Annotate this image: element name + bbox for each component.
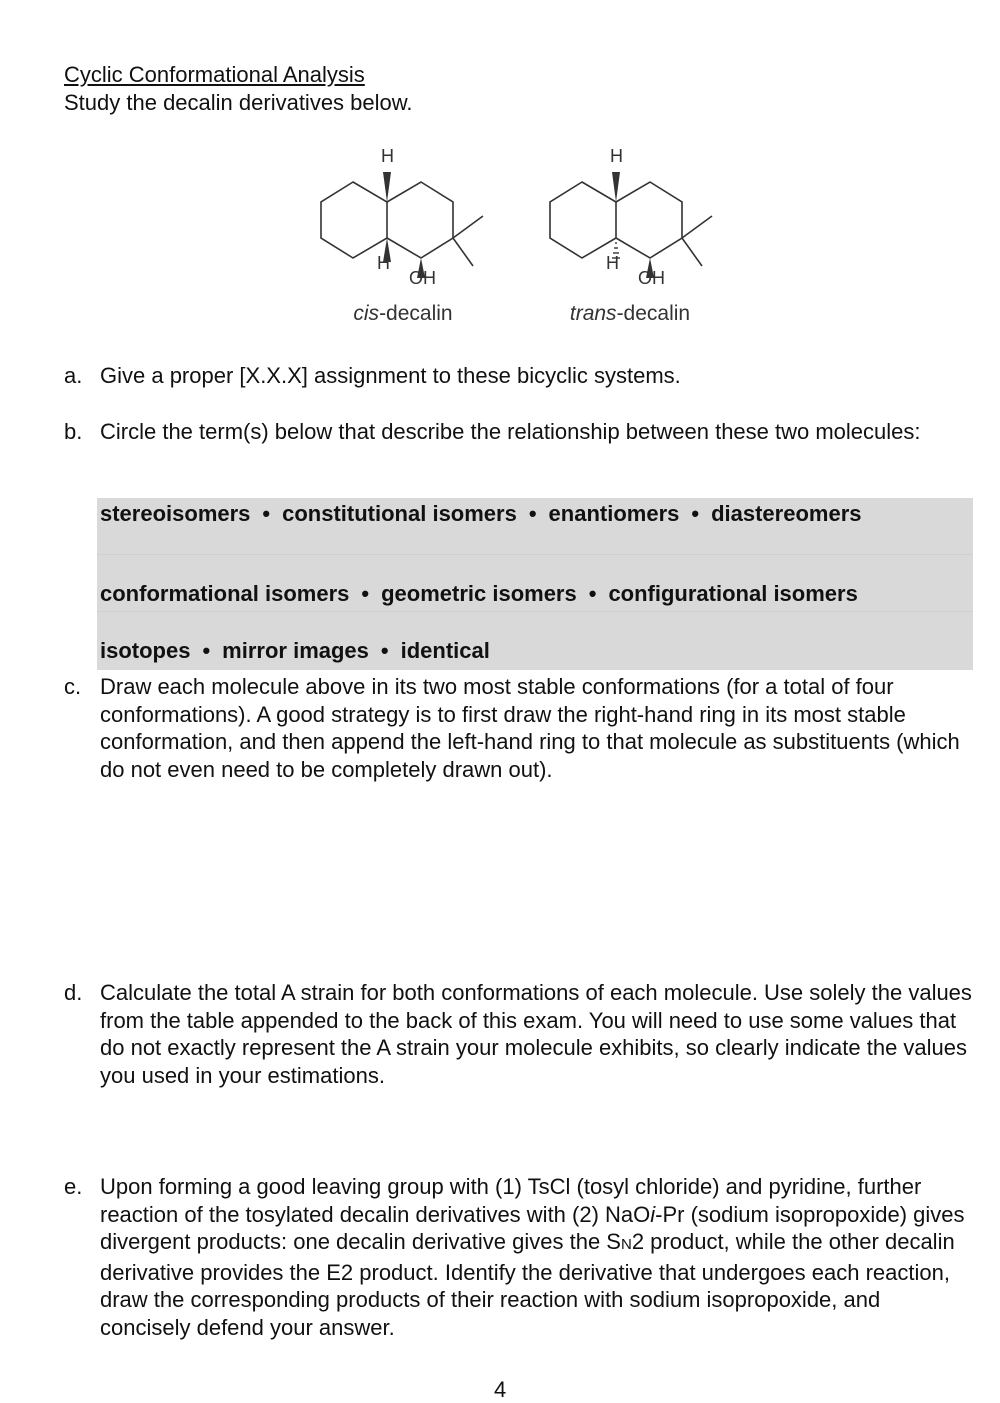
term-enantiomers[interactable]: enantiomers xyxy=(548,501,680,526)
cis-prefix: cis xyxy=(353,302,380,325)
term-geometric-isomers[interactable]: geometric isomers xyxy=(381,581,577,606)
question-e-part1-after: -Pr (sodium isopropoxide) gives divergent products: one decalin derivative gives the S xyxy=(100,1201,965,1254)
right-ring xyxy=(616,182,682,258)
question-a xyxy=(64,362,974,390)
page-number: 4 xyxy=(494,1377,507,1402)
right-ring xyxy=(387,182,453,258)
question-text xyxy=(100,1173,974,1341)
question-b xyxy=(64,418,974,446)
sn2-subscript: N xyxy=(620,1236,632,1253)
cis-decalin-label xyxy=(303,302,503,326)
page-title: Cyclic Conformational Analysis xyxy=(64,62,365,87)
oh-label: OH xyxy=(409,268,436,288)
term-isotopes[interactable]: isotopes xyxy=(100,638,191,663)
term-conformational-isomers[interactable]: conformational isomers xyxy=(100,581,350,606)
top-wedge xyxy=(612,172,620,202)
question-c xyxy=(64,673,974,783)
question-e-part2: 2 product, while the other decalin derivative provides the E2 product. Identify the derivative that undergoes each reaction, draw the corresponding products of their reaction with sodium isopropoxide, and concisely defend your answer. xyxy=(100,1229,955,1340)
question-text: Circle the term(s) below that describe the relationship between these two molecules: xyxy=(100,419,921,444)
bullet-separator: • xyxy=(262,501,271,526)
bullet-separator: • xyxy=(528,501,537,526)
top-h-label: H xyxy=(381,146,394,166)
left-ring xyxy=(321,182,387,258)
term-identical[interactable]: identical xyxy=(400,638,490,663)
question-letter: a. xyxy=(64,363,83,388)
trans-suffix: -decalin xyxy=(616,302,691,325)
top-wedge xyxy=(383,172,391,202)
bullet-separator: • xyxy=(588,581,597,606)
question-d xyxy=(64,979,974,1089)
oh-label: OH xyxy=(638,268,665,288)
term-mirror-images[interactable]: mirror images xyxy=(222,638,369,663)
top-h-label: H xyxy=(610,146,623,166)
question-letter: e. xyxy=(64,1174,83,1199)
question-text: Draw each molecule above in its two most stable conformations (for a total of four conformations). A good strategy is to first draw the right-hand ring in its most stable conformation, and then append the left-hand ring to that molecule as substituents (which do not even need to be completely drawn out). xyxy=(100,674,960,782)
bottom-h-label: H xyxy=(377,253,390,273)
term-stereoisomers[interactable]: stereoisomers xyxy=(100,501,251,526)
question-e xyxy=(64,1173,974,1341)
term-diastereomers[interactable]: diastereomers xyxy=(711,501,862,526)
terms-row-2 xyxy=(97,555,973,612)
trans-decalin-label xyxy=(530,302,730,326)
question-letter: b. xyxy=(64,419,83,444)
bullet-separator: • xyxy=(691,501,700,526)
bullet-separator: • xyxy=(361,581,370,606)
cis-suffix: -decalin xyxy=(379,302,453,325)
question-letter: c. xyxy=(64,674,82,699)
term-configurational-isomers[interactable]: configurational isomers xyxy=(608,581,858,606)
intro-text: Study the decalin derivatives below. xyxy=(64,90,413,115)
question-e-italic: i xyxy=(650,1201,656,1227)
terms-row-1 xyxy=(97,498,973,555)
trans-prefix: trans xyxy=(569,302,617,325)
question-letter: d. xyxy=(64,980,83,1005)
terms-box xyxy=(97,498,973,670)
terms-row-3 xyxy=(97,612,973,670)
term-constitutional-isomers[interactable]: constitutional isomers xyxy=(282,501,517,526)
question-text: Calculate the total A strain for both conformations of each molecule. Use solely the values from the table appended to the back of this exam. You will need to use some values that do not exactly represent the A strain your molecule exhibits, so clearly indicate the values you used in your estimations. xyxy=(100,980,972,1088)
bullet-separator: • xyxy=(380,638,389,663)
left-ring xyxy=(550,182,616,258)
bullet-separator: • xyxy=(202,638,211,663)
bottom-h-label: H xyxy=(606,253,619,273)
question-e-part1: Upon forming a good leaving group with (1) TsCl (tosyl chloride) and pyridine, further reaction of the tosylated decalin derivatives with (2) NaO xyxy=(100,1174,922,1227)
question-text: Give a proper [X.X.X] assignment to these bicyclic systems. xyxy=(100,363,681,388)
